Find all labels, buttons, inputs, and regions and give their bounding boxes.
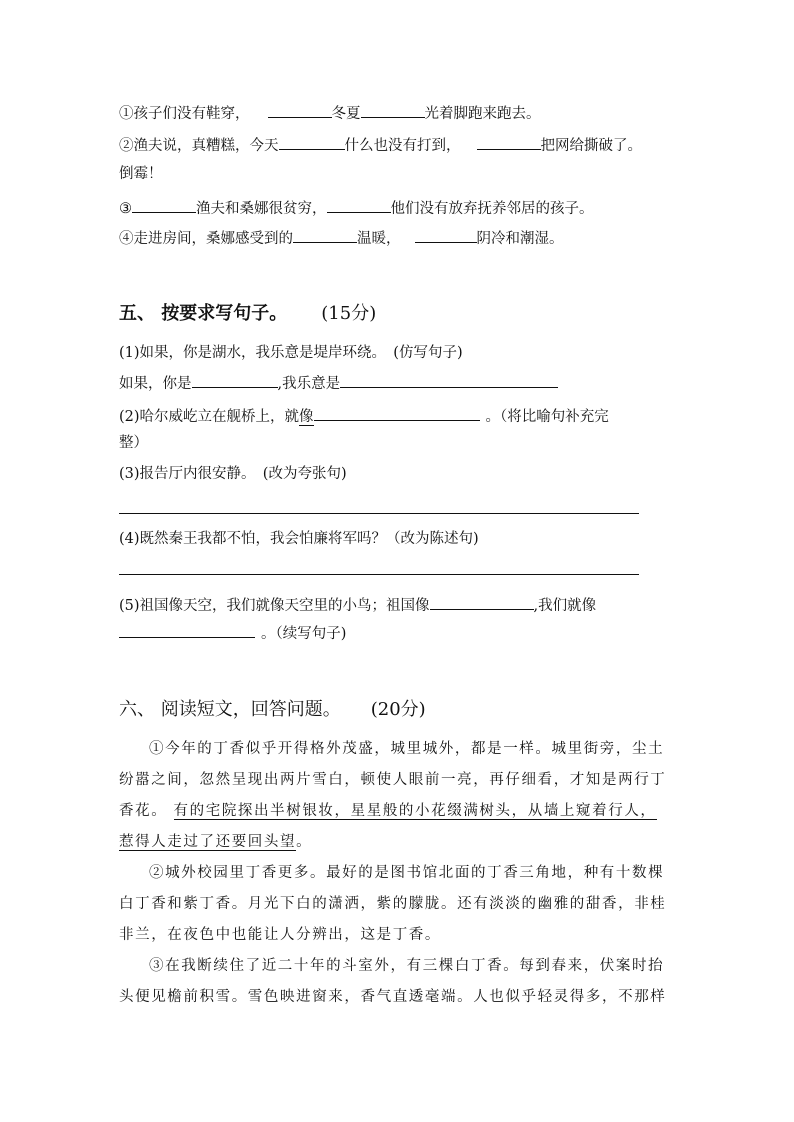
s5-q2-text-b: 像: [299, 409, 314, 425]
p3-text: ③在我断续住了近二十年的斗室外，有三棵白丁香。每到春来，伏案时抬头便见檐前积雪。雪色映进窗来，香气直透毫端。人也似乎轻灵得多，不那样: [119, 958, 667, 1005]
s5-q1-prompt: (1)如果，你是湖水，我乐意是堤岸环绕。 (仿写句子): [119, 345, 463, 361]
s5-q1-fill-b: ,我乐意是: [277, 376, 341, 392]
s4-question-4: [119, 227, 564, 249]
q4-text-b: 温暖，: [357, 231, 401, 247]
q2-text-c: 把网给撕破了。: [540, 138, 642, 154]
q2-text-b: 什么也没有打到，: [344, 138, 461, 154]
s5-q5-text-c: 。（续写句子): [261, 626, 347, 642]
s5-q3-prompt: (3)报告厅内很安静。 (改为夸张句): [119, 466, 347, 482]
p1-text-a: ①今年的丁香似乎开得格外茂盛，城里城外，都是一样。城里街旁，尘土纷嚣之间，忽然呈现出两片雪白，顿使人眼前一亮，再仔细看，才知是两行丁香花。: [119, 741, 667, 819]
passage-paragraph-2: [119, 858, 671, 951]
q1-text-b: 冬夏: [331, 106, 361, 122]
s5-q1-blank-1[interactable]: [192, 372, 278, 388]
section6-title: 六、 阅读短文，回答问题。: [119, 699, 341, 720]
s5-q2: [119, 405, 609, 427]
passage-paragraph-1: [119, 734, 671, 858]
q4-blank-1[interactable]: [293, 227, 357, 243]
q1-text-c: 光着脚跑来跑去。: [424, 106, 541, 122]
s5-q5-text-a: (5)祖国像天空，我们就像天空里的小鸟；祖国像: [119, 598, 430, 614]
s5-q5-blank-1[interactable]: [430, 594, 534, 610]
section6-score: (20分): [370, 699, 426, 720]
q4-text-a: ④走进房间，桑娜感受到的: [119, 231, 293, 247]
passage-paragraph-3: [119, 951, 671, 1013]
q2-text-a: ②渔夫说，真糟糕，今天: [119, 138, 279, 154]
s5-q5: [119, 594, 596, 616]
s5-q1-fill-a: 如果，你是: [119, 376, 192, 392]
s5-q2-text-c: 。（将比喻句补充完: [485, 409, 609, 425]
s5-q5-blank-2[interactable]: [119, 622, 255, 638]
q3-text-a: ③: [119, 201, 132, 217]
section5-title: 五、 按要求写句子。: [119, 303, 288, 324]
s5-q2-cont: 整）: [119, 435, 148, 451]
q1-blank-2[interactable]: [361, 102, 425, 118]
s5-q4-prompt: (4)既然秦王我都不怕，我会怕廉将军吗？（改为陈述句): [119, 531, 479, 547]
s5-q3-answer-line[interactable]: [119, 513, 639, 514]
s5-q5-text-b: ,我们就像: [533, 598, 597, 614]
p2-text: ②城外校园里丁香更多。最好的是图书馆北面的丁香三角地，种有十数棵白丁香和紫丁香。月光下白的潇洒，紫的朦胧。还有淡淡的幽雅的甜香，非桂非兰，在夜色中也能让人分辨出，这是丁香。: [119, 865, 667, 943]
q4-text-c: 阴冷和潮湿。: [476, 231, 564, 247]
s5-q5-cont: [119, 622, 346, 644]
s4-question-3: [119, 197, 594, 219]
section5-heading: [119, 302, 376, 326]
section5-score: (15分): [321, 303, 377, 324]
q3-blank-2[interactable]: [327, 197, 391, 213]
s5-q1-fill: [119, 372, 558, 394]
q1-text-a: ①孩子们没有鞋穿，: [119, 106, 250, 122]
q3-text-b: 渔夫和桑娜很贫穷，: [196, 201, 327, 217]
section6-heading: [119, 698, 426, 722]
s5-q1-blank-2[interactable]: [340, 372, 558, 388]
p1-text-c: 。: [296, 834, 313, 850]
q2-text-d: 倒霉！: [119, 166, 163, 182]
s5-q2-blank[interactable]: [314, 405, 480, 421]
s5-q4-answer-line[interactable]: [119, 574, 639, 575]
q1-blank-1[interactable]: [268, 102, 332, 118]
p1-underlined-sentence: 有的宅院探出半树银妆，星星般的小花缀满树头，从墙上窥着行人，惹得人走过了还要回头望: [119, 803, 657, 850]
q4-blank-2[interactable]: [415, 227, 477, 243]
q3-blank-1[interactable]: [132, 197, 196, 213]
s4-question-1: [119, 102, 541, 124]
s4-question-2: [119, 134, 642, 156]
q2-blank-2[interactable]: [477, 134, 541, 150]
s4-question-2-cont: [119, 164, 163, 184]
q2-blank-1[interactable]: [279, 134, 345, 150]
q3-text-c: 他们没有放弃抚养邻居的孩子。: [390, 201, 594, 217]
s5-q2-text-a: (2)哈尔威屹立在舰桥上，就: [119, 409, 300, 425]
